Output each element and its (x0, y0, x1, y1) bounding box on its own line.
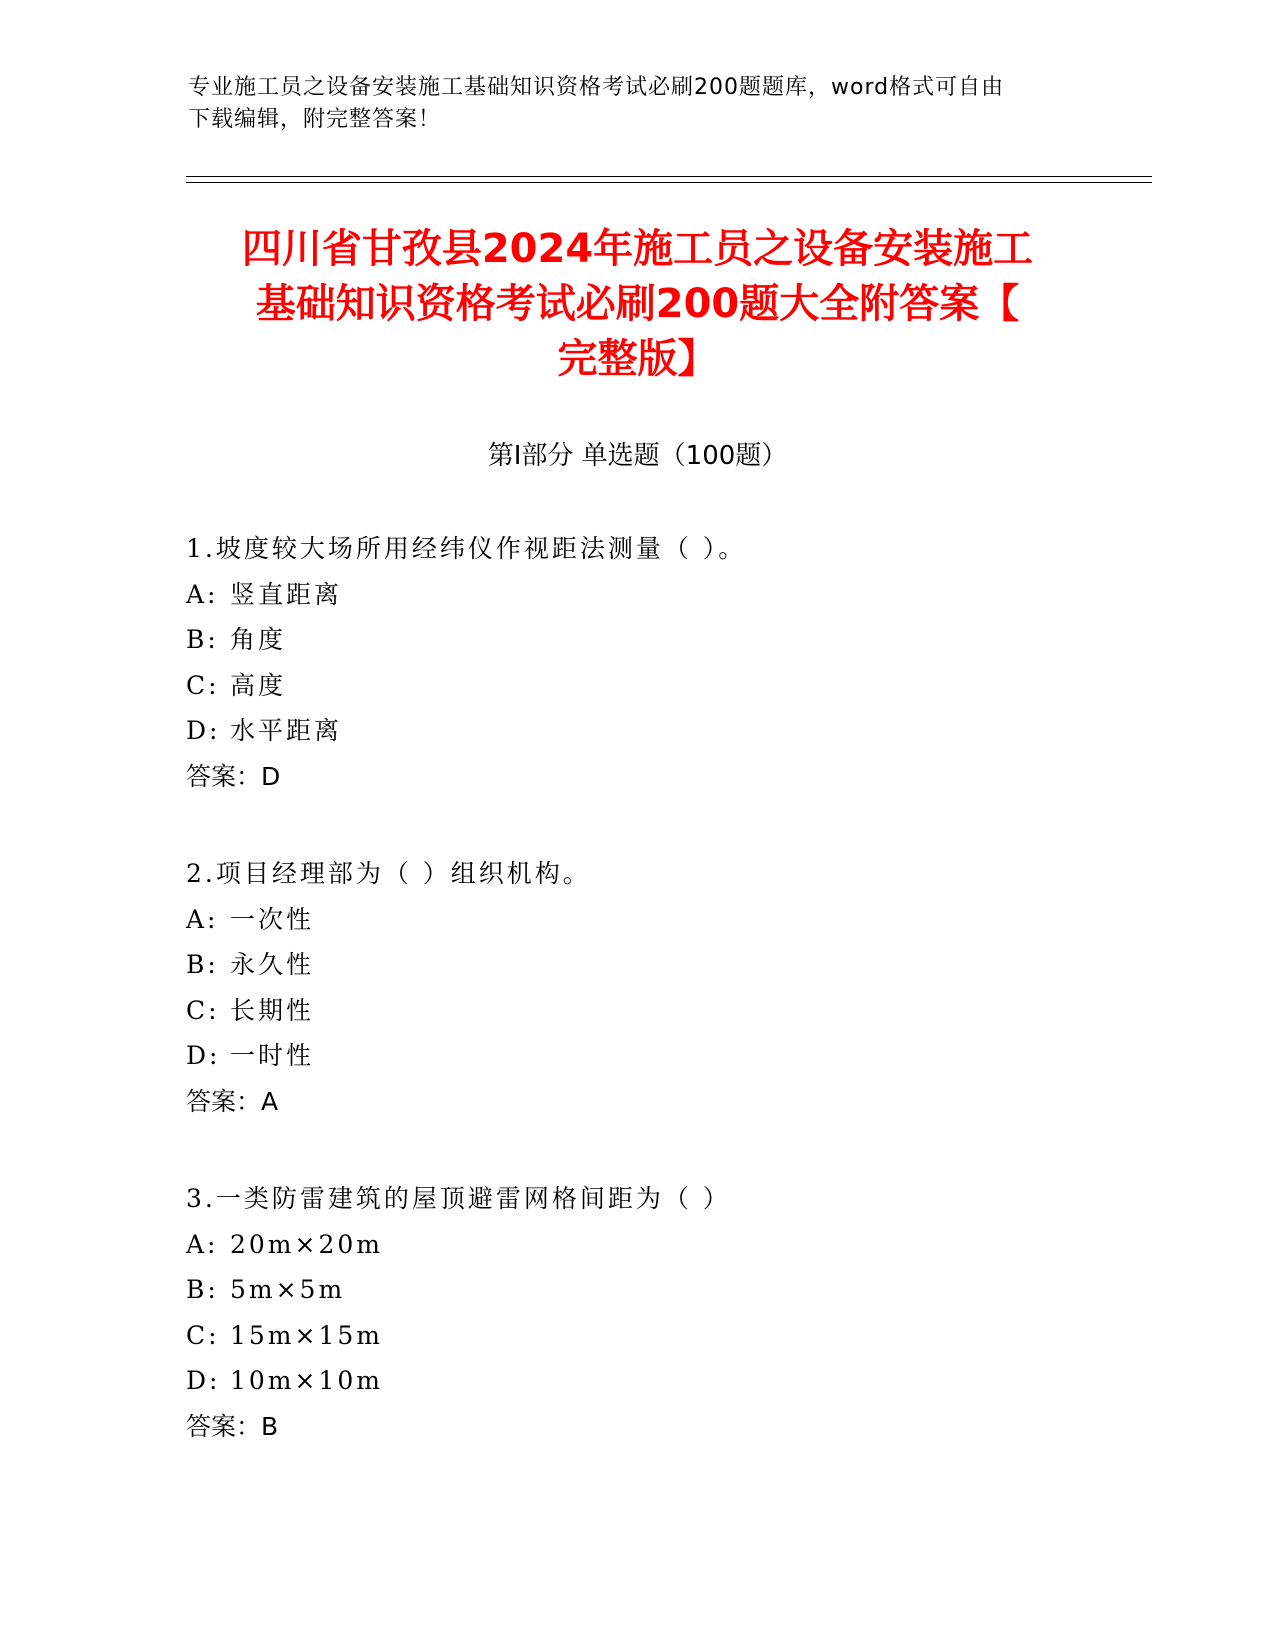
option-letter: A: (186, 1229, 219, 1259)
header-divider-bottom (186, 182, 1152, 183)
question-3 (186, 1176, 1146, 1449)
answer: 答案：D (186, 761, 281, 791)
option-c (186, 663, 1146, 709)
title-line-3: 完整版】 (557, 336, 718, 382)
option-a (186, 897, 1146, 943)
title-line-2: 基础知识资格考试必刷200题大全附答案【 (255, 281, 1020, 327)
option-letter: D: (186, 1366, 221, 1395)
title-line-1: 四川省甘孜县2024年施工员之设备安装施工 (241, 226, 1034, 272)
option-letter: B: (186, 625, 219, 654)
option-d (186, 1358, 1146, 1404)
option-letter: D: (186, 716, 221, 745)
section-heading: 第Ⅰ部分 单选题（100题） (487, 441, 788, 471)
answer: 答案：B (186, 1411, 279, 1441)
option-text: 5m×5m (230, 1275, 346, 1304)
option-text: 角度 (230, 625, 287, 654)
question-1 (186, 526, 1146, 799)
option-a (186, 1222, 1146, 1268)
option-text: 长期性 (230, 995, 315, 1025)
option-d (186, 1033, 1146, 1079)
question-stem: 1.坡度较大场所用经纬仪作视距法测量（ ）。 (186, 534, 747, 563)
option-text: 15m×15m (230, 1320, 383, 1350)
document-title (140, 222, 1135, 387)
question-2 (186, 851, 1146, 1124)
question-list (186, 526, 1146, 1501)
option-text: 一时性 (230, 1041, 315, 1070)
option-letter: C: (186, 995, 220, 1025)
option-b (186, 942, 1146, 988)
option-text: 永久性 (230, 950, 315, 979)
answer: 答案：A (186, 1086, 279, 1116)
question-stem: 3.一类防雷建筑的屋顶避雷网格间距为（ ） (186, 1184, 731, 1213)
option-text: 10m×10m (230, 1366, 383, 1395)
option-letter: A: (186, 579, 219, 609)
option-letter: D: (186, 1041, 221, 1070)
option-text: 一次性 (230, 904, 315, 934)
option-b (186, 1267, 1146, 1313)
intro-line-1: 专业施工员之设备安装施工基础知识资格考试必刷200题题库，word格式可自由 (188, 75, 1005, 100)
option-letter: B: (186, 950, 219, 979)
option-text: 水平距离 (230, 716, 343, 745)
option-text: 20m×20m (230, 1229, 383, 1259)
option-letter: B: (186, 1275, 219, 1304)
option-letter: C: (186, 670, 220, 700)
question-stem: 2.项目经理部为（ ）组织机构。 (186, 859, 591, 888)
option-d (186, 708, 1146, 754)
option-c (186, 988, 1146, 1034)
option-a (186, 572, 1146, 618)
document-intro (188, 72, 1068, 136)
header-divider-top (186, 176, 1152, 177)
intro-line-2: 下载编辑，附完整答案！ (188, 107, 442, 132)
option-letter: C: (186, 1320, 220, 1350)
option-b (186, 617, 1146, 663)
option-text: 竖直距离 (230, 579, 343, 609)
option-text: 高度 (230, 670, 287, 700)
option-letter: A: (186, 904, 219, 934)
option-c (186, 1313, 1146, 1359)
